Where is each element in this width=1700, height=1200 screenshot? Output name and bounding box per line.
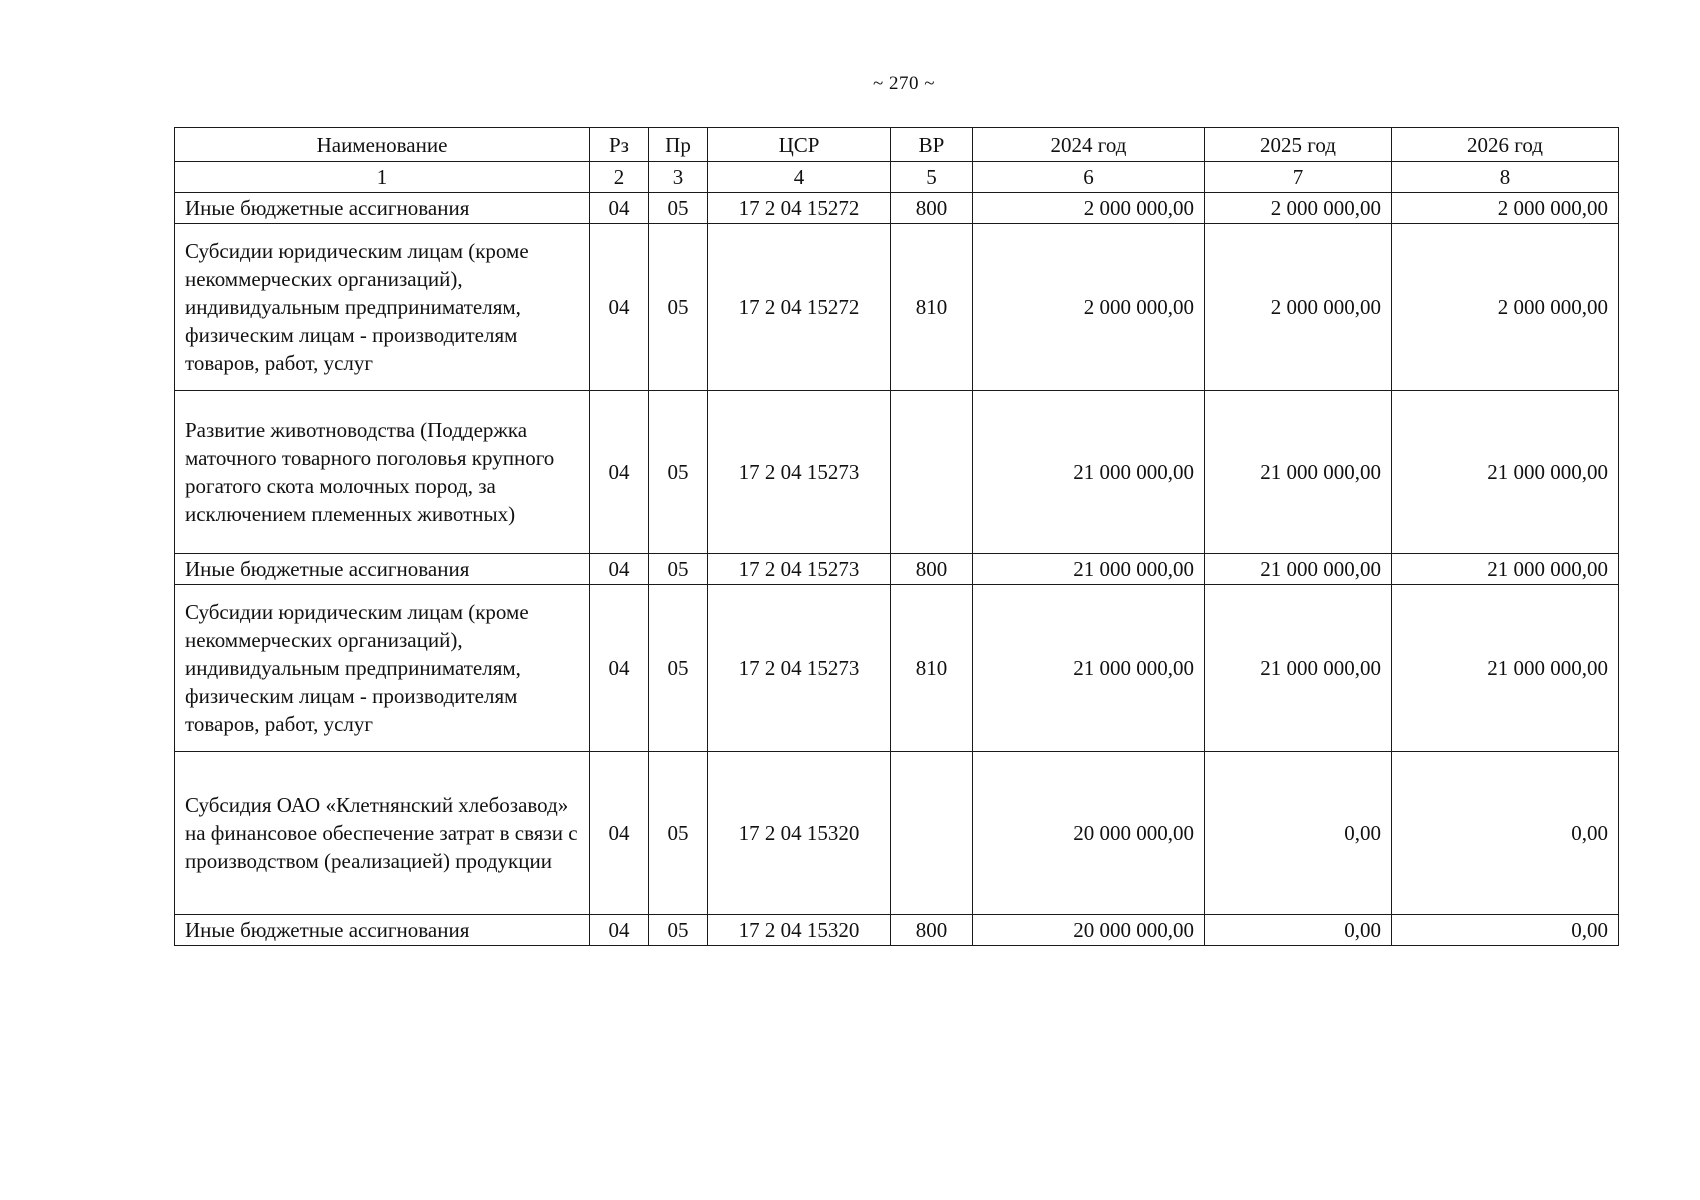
cell-rz: 04 [590, 752, 649, 915]
cell-csr: 17 2 04 15320 [708, 752, 891, 915]
cell-vr: 800 [891, 193, 973, 224]
cell-pr: 05 [649, 752, 708, 915]
table-header-row [175, 128, 1619, 162]
table-row [175, 915, 1619, 946]
table-row [175, 193, 1619, 224]
header-name: Наименование [175, 128, 590, 162]
cell-2025: 0,00 [1205, 752, 1392, 915]
cell-2024: 2 000 000,00 [973, 224, 1205, 391]
cell-vr: 810 [891, 585, 973, 752]
cell-pr: 05 [649, 224, 708, 391]
cell-csr: 17 2 04 15273 [708, 585, 891, 752]
cell-2026: 0,00 [1392, 752, 1619, 915]
cell-2025: 2 000 000,00 [1205, 224, 1392, 391]
cell-2025: 21 000 000,00 [1205, 585, 1392, 752]
column-number: 7 [1205, 162, 1392, 193]
cell-name: Субсидии юридическим лицам (кроме некоммерческих организаций), индивидуальным предпринимателям, физическим лицам - производителям товаров, работ, услуг [175, 585, 590, 752]
cell-2024: 21 000 000,00 [973, 391, 1205, 554]
column-number-row [175, 162, 1619, 193]
table-row [175, 391, 1619, 554]
column-number: 8 [1392, 162, 1619, 193]
cell-2026: 21 000 000,00 [1392, 585, 1619, 752]
cell-2024: 20 000 000,00 [973, 915, 1205, 946]
cell-2025: 2 000 000,00 [1205, 193, 1392, 224]
cell-name: Иные бюджетные ассигнования [175, 915, 590, 946]
cell-2024: 21 000 000,00 [973, 585, 1205, 752]
cell-pr: 05 [649, 391, 708, 554]
cell-name: Иные бюджетные ассигнования [175, 193, 590, 224]
cell-rz: 04 [590, 193, 649, 224]
header-2026: 2026 год [1392, 128, 1619, 162]
cell-2025: 21 000 000,00 [1205, 554, 1392, 585]
table-row [175, 554, 1619, 585]
cell-name: Субсидия ОАО «Клетнянский хлебозавод» на финансовое обеспечение затрат в связи с производством (реализацией) продукции [175, 752, 590, 915]
cell-name: Иные бюджетные ассигнования [175, 554, 590, 585]
header-2025: 2025 год [1205, 128, 1392, 162]
table-row [175, 585, 1619, 752]
budget-table-container [174, 127, 1618, 946]
table-row [175, 224, 1619, 391]
table-row [175, 752, 1619, 915]
cell-csr: 17 2 04 15273 [708, 554, 891, 585]
page-number: ~ 270 ~ [872, 73, 936, 94]
cell-rz: 04 [590, 224, 649, 391]
cell-pr: 05 [649, 193, 708, 224]
column-number: 6 [973, 162, 1205, 193]
cell-name: Субсидии юридическим лицам (кроме некоммерческих организаций), индивидуальным предпринимателям, физическим лицам - производителям товаров, работ, услуг [175, 224, 590, 391]
cell-vr: 800 [891, 915, 973, 946]
cell-vr [891, 752, 973, 915]
header-csr: ЦСР [708, 128, 891, 162]
column-number: 4 [708, 162, 891, 193]
cell-csr: 17 2 04 15273 [708, 391, 891, 554]
budget-table [174, 127, 1619, 946]
header-rz: Рз [590, 128, 649, 162]
cell-vr: 800 [891, 554, 973, 585]
cell-vr: 810 [891, 224, 973, 391]
cell-csr: 17 2 04 15320 [708, 915, 891, 946]
cell-name: Развитие животноводства (Поддержка маточного товарного поголовья крупного рогатого скота молочных пород, за исключением племенных животных) [175, 391, 590, 554]
cell-2024: 21 000 000,00 [973, 554, 1205, 585]
cell-pr: 05 [649, 585, 708, 752]
column-number: 3 [649, 162, 708, 193]
cell-csr: 17 2 04 15272 [708, 224, 891, 391]
cell-csr: 17 2 04 15272 [708, 193, 891, 224]
cell-vr [891, 391, 973, 554]
column-number: 5 [891, 162, 973, 193]
cell-2026: 2 000 000,00 [1392, 193, 1619, 224]
cell-2025: 0,00 [1205, 915, 1392, 946]
cell-2024: 2 000 000,00 [973, 193, 1205, 224]
cell-2025: 21 000 000,00 [1205, 391, 1392, 554]
header-pr: Пр [649, 128, 708, 162]
cell-2026: 21 000 000,00 [1392, 391, 1619, 554]
column-number: 1 [175, 162, 590, 193]
header-2024: 2024 год [973, 128, 1205, 162]
cell-2024: 20 000 000,00 [973, 752, 1205, 915]
cell-2026: 0,00 [1392, 915, 1619, 946]
cell-pr: 05 [649, 554, 708, 585]
column-number: 2 [590, 162, 649, 193]
cell-rz: 04 [590, 915, 649, 946]
header-vr: ВР [891, 128, 973, 162]
cell-2026: 2 000 000,00 [1392, 224, 1619, 391]
cell-2026: 21 000 000,00 [1392, 554, 1619, 585]
cell-rz: 04 [590, 585, 649, 752]
cell-rz: 04 [590, 554, 649, 585]
cell-rz: 04 [590, 391, 649, 554]
cell-pr: 05 [649, 915, 708, 946]
